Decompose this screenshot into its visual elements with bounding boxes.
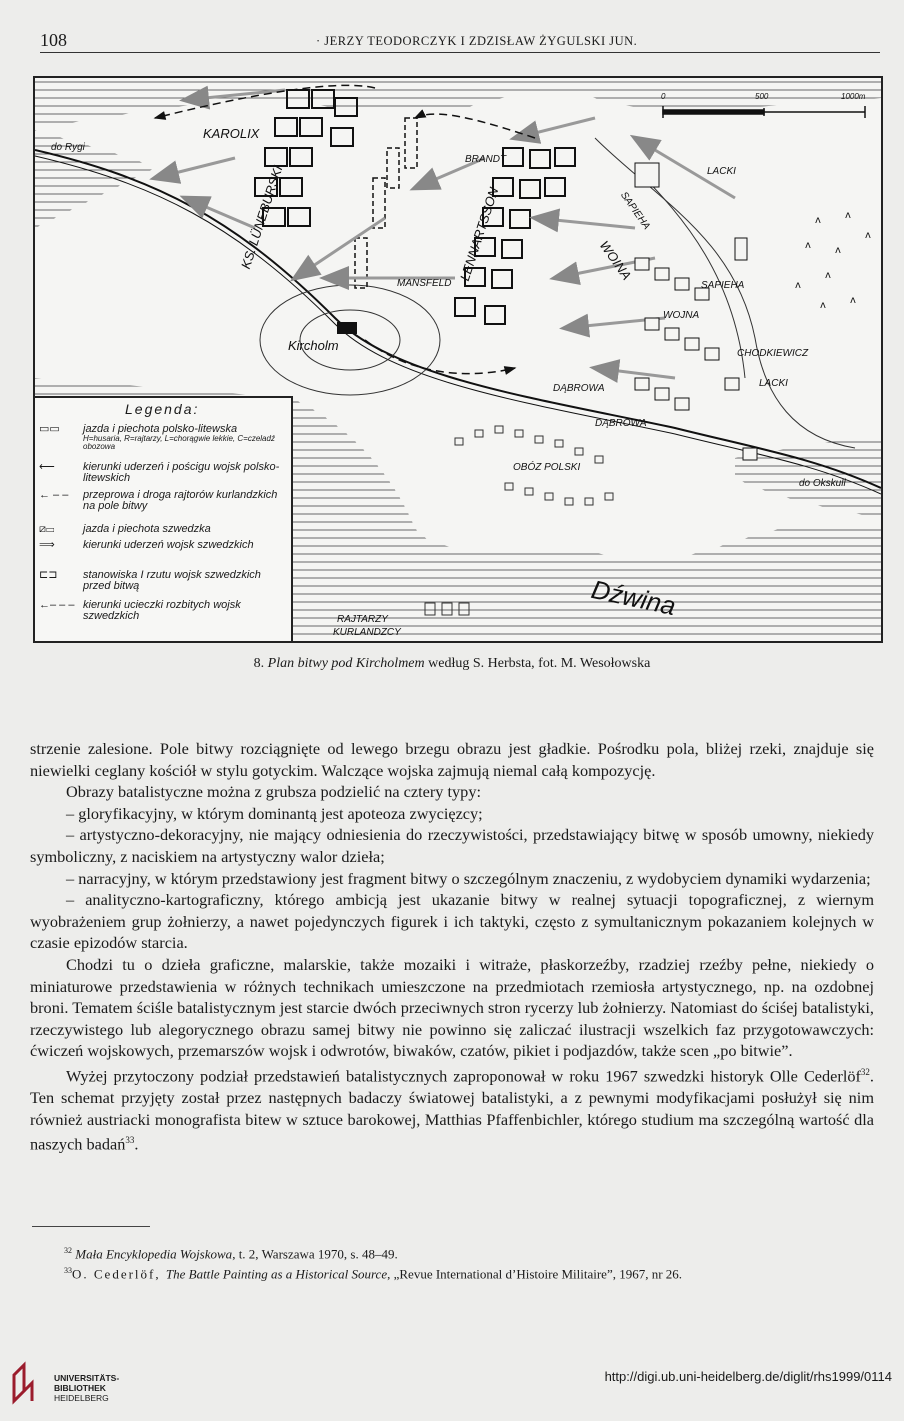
caption-rest: według S. Herbsta, fot. M. Wesołowska	[428, 656, 651, 671]
label-dabrowa: DĄBROWA	[553, 383, 605, 394]
label-mansfeld: MANSFELD	[397, 278, 452, 289]
library-logo-text	[54, 1373, 119, 1403]
legend-symbol: ▭▭	[39, 423, 60, 435]
label-ks-luneburski: KS. LÜNEBURSKI	[238, 163, 286, 271]
svg-text:ʌ: ʌ	[865, 230, 871, 241]
text-span: .	[134, 1134, 139, 1154]
label-chodkiewicz: CHODKIEWICZ	[737, 348, 809, 359]
legend-item	[39, 524, 287, 535]
legend-symbol: ⟹	[39, 539, 55, 551]
label-lacki: LACKI	[707, 166, 736, 177]
caption-number: 8.	[253, 656, 265, 671]
paragraph: strzenie zalesione. Pole bitwy rozciągnięte od lewego brzegu obrazu jest gładkie. Pośrodku pola, bliżej rzeki, znajduje się niewielki ceglany kościół w stylu gotyckim. Walczące wojska zajmują niemal całą kompozycję.	[30, 739, 874, 780]
body-text	[30, 738, 874, 1155]
legend-subtext: H=husaria, R=rajtarzy, L=chorągwie lekkie, C=czeladź obozowa	[83, 434, 275, 451]
legend-item	[39, 600, 287, 622]
footnote-rule	[32, 1226, 150, 1227]
header-rule	[40, 52, 880, 53]
logo-line: BIBLIOTHEK	[54, 1383, 106, 1393]
label-sapieha-2: SAPIEHA	[701, 280, 745, 291]
footnote-text: , t. 2, Warszawa 1970, s. 48–49.	[232, 1246, 398, 1262]
legend-item	[39, 570, 287, 592]
legend-symbol: ⧄▭	[39, 523, 55, 535]
legend-text: kierunki uderzeń i pościgu wojsk polsko-litewskich	[83, 461, 280, 484]
river-upper	[35, 78, 881, 128]
svg-text:ʌ: ʌ	[850, 295, 856, 306]
footnote-author: O. Cederlöf,	[72, 1266, 166, 1282]
svg-text:ʌ: ʌ	[820, 300, 826, 311]
label-sapieha: SAPIEHA	[617, 190, 652, 232]
legend-symbol: ⊏⊐	[39, 569, 58, 581]
label-dzwina: Dźwina	[588, 574, 679, 622]
footnote-title: The Battle Painting as a Historical Source	[165, 1266, 388, 1282]
footnote-number: 32	[64, 1246, 72, 1255]
svg-text:ʌ: ʌ	[805, 240, 811, 251]
kircholm-church	[337, 322, 357, 334]
legend-text: jazda i piechota szwedzka	[83, 523, 211, 535]
logo-line: UNIVERSITÄTS-	[54, 1373, 120, 1383]
footnote-number: 33	[64, 1266, 72, 1275]
figure-caption	[0, 656, 904, 672]
label-kircholm: Kircholm	[288, 338, 339, 353]
paragraph: – narracyjny, w którym przedstawiony jest fragment bitwy o szczególnym znaczeniu, z wydobyciem dynamiki wydarzenia;	[66, 868, 871, 888]
paragraph: – analityczno-kartograficzny, którego ambicją jest ukazanie bitwy w realnej sytuacji topograficznej, z wiernym wyobrażeniem grup żołnierzy, a nawet pojedynczych figurek i ich taktyki, często z symultanicznym pokazaniem kolejnych w czasie epizodów starcia.	[30, 890, 874, 953]
label-woina: WOINA	[596, 238, 635, 283]
library-logo	[10, 1361, 46, 1410]
svg-text:ʌ: ʌ	[835, 245, 841, 256]
legend-symbol: ⟵	[39, 461, 55, 473]
text-span: Wyżej przytoczony podział przedstawień batalistycznych zaproponował w roku 1967 szwedzki historyk Olle Cederlöf	[66, 1066, 861, 1086]
page-header	[40, 30, 880, 54]
page-number: 108	[40, 30, 67, 50]
label-wojna-2: WOJNA	[663, 310, 700, 321]
svg-text:ʌ: ʌ	[815, 215, 821, 226]
legend-symbol: ←– – –	[39, 599, 75, 611]
legend-symbol: ← – –	[39, 489, 69, 501]
legend-text: kierunki uderzeń wojsk szwedzkich	[83, 539, 254, 551]
footnote-32	[64, 1246, 398, 1262]
legend-title: Legenda:	[125, 401, 200, 417]
running-head: · JERZY TEODORCZYK I ZDZISŁAW ŻYGULSKI JUN.	[316, 34, 638, 48]
label-do-rygi: do Rygi	[51, 142, 85, 153]
caption-title: Plan bitwy pod Kircholmem	[267, 656, 425, 671]
paragraph: – artystyczno-dekoracyjny, nie mający odniesienia do rzeczywistości, przedstawiający bitwę w sposób umowny, niekiedy symboliczny, z naciskiem na artystyczny walor dzieła;	[30, 825, 874, 866]
paragraph: – gloryfikacyjny, w którym dominantą jest apoteoza zwycięzcy;	[66, 803, 483, 823]
footnote-text: , „Revue International d’Histoire Militaire”, 1967, nr 26.	[387, 1266, 683, 1282]
legend-text: stanowiska I rzutu wojsk szwedzkich przed bitwą	[83, 569, 261, 592]
label-rajtarzy: RAJTARZY	[337, 614, 388, 625]
text-span: . Ten schemat przyjęty został przez następnych badaczy światowej batalistyki, a z pewnymi modyfikacjami posłużył się nim również austriacki monografista bitew w sztuce barokowej, Matthias Pfaffenbichler, którego studium ma szczególną wartość dla naszych badań	[30, 1066, 874, 1154]
footnote-ref: 33	[125, 1135, 135, 1146]
logo-line: HEIDELBERG	[54, 1393, 109, 1403]
paragraph: Obrazy batalistyczne można z grubsza podzielić na cztery typy:	[66, 782, 481, 802]
svg-text:ʌ: ʌ	[825, 270, 831, 281]
label-lacki-2: LACKI	[759, 378, 788, 389]
legend-text: jazda i piechota polsko-litewska	[83, 423, 238, 435]
label-dabrowa-2: DĄBROWA	[595, 418, 647, 429]
svg-text:ʌ: ʌ	[845, 210, 851, 221]
paragraph: Chodzi tu o dzieła graficzne, malarskie, także mozaiki i witraże, płaskorzeźby, rzadziej rzeźby pełne, niekiedy o miniaturowe przedstawienia w różnych technikach umieszczone na przedmiotach rzemiosła artystycznego, np. na ozdobnej broni. Tematem ściśle batalistycznym jest starcie dwóch przeciwnych stron rycerzy lub żołnierzy. Natomiast do ściśej batalistyki, rzeczywistego lub alegorycznego obrazu samej bitwy nie powinno się zaliczać ilustracji wszelkich faz przygotowawczych: ćwiczeń wojskowych, przemarszów wojsk i odwrotów, biwaków, czatów, pikiet i podjazdów, także scen „po bitwie”.	[30, 954, 874, 1061]
scale-label-1000: 1000m	[841, 92, 866, 101]
legend-item	[39, 490, 287, 512]
label-oboz-polski: OBÓZ POLSKI	[513, 462, 581, 473]
battle-map-figure	[33, 76, 883, 643]
map-legend	[35, 396, 293, 642]
legend-text: przeprowa i droga rajtorów kurlandzkich na pole bitwy	[83, 489, 278, 512]
footnote-title: Mała Encyklopedia Wojskowa	[75, 1246, 233, 1262]
library-logo-icon	[10, 1361, 46, 1405]
scale-label-0: 0	[661, 92, 666, 101]
label-brandt: BRANDT	[465, 154, 507, 165]
scale-label-500: 500	[755, 92, 769, 101]
legend-item	[39, 424, 287, 451]
legend-item	[39, 462, 287, 484]
svg-text:ʌ: ʌ	[795, 280, 801, 291]
label-kurlandzcy: KURLANDZCY	[333, 627, 401, 638]
legend-item	[39, 540, 287, 551]
footnote-ref: 32	[860, 1066, 870, 1077]
label-lenartsson: LENNARTSSON	[457, 185, 502, 283]
footnote-33	[64, 1266, 682, 1282]
label-do-okskull: do Okskull	[799, 478, 846, 489]
source-url[interactable]: http://digi.ub.uni-heidelberg.de/diglit/rhs1999/0114	[604, 1369, 892, 1384]
paragraph	[30, 1062, 874, 1155]
label-karolix: KAROLIX	[203, 126, 260, 141]
legend-text: kierunki ucieczki rozbitych wojsk szwedzkich	[83, 599, 241, 622]
